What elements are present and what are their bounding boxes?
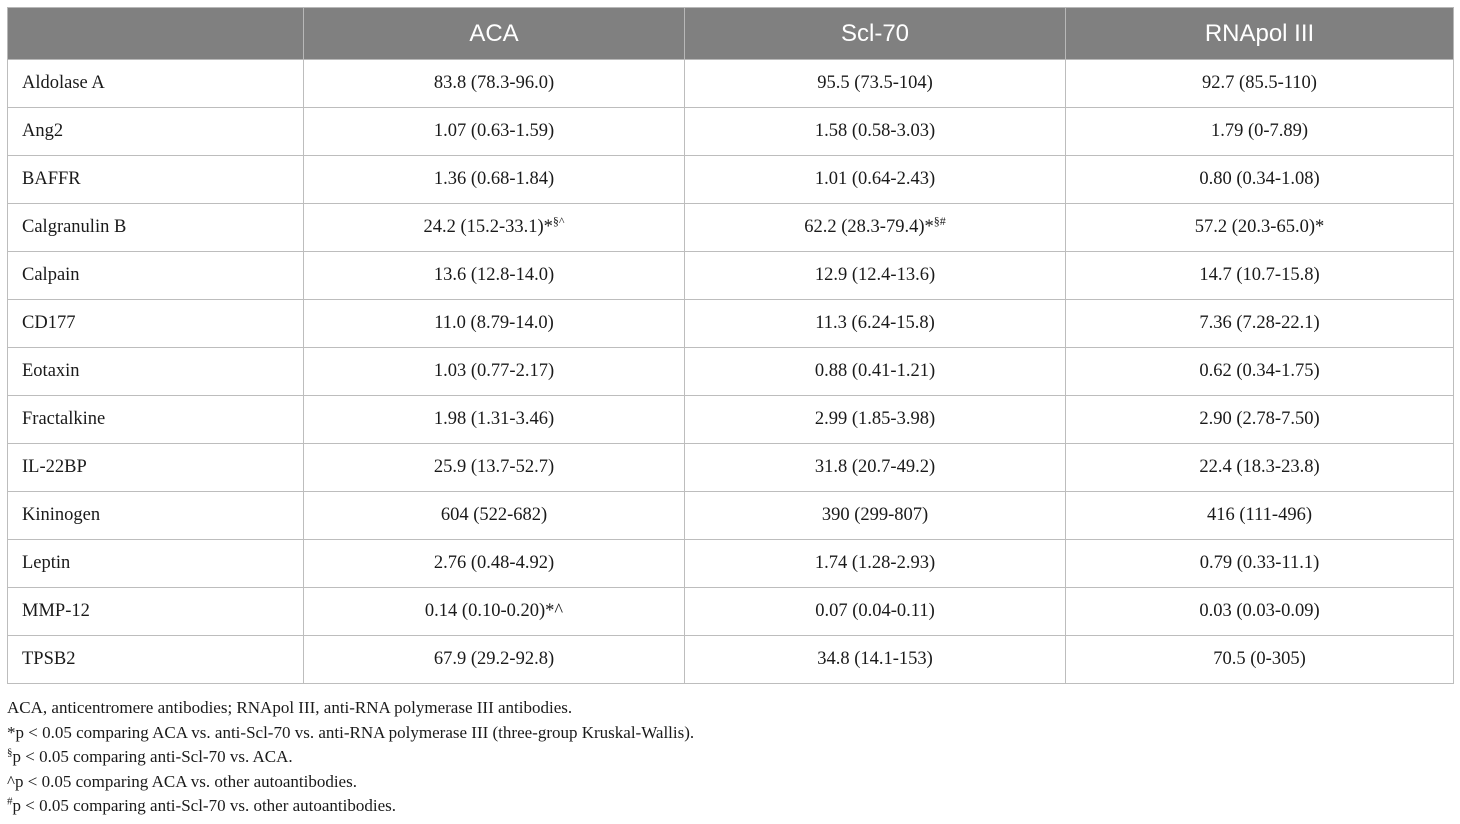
cell-scl70-value: 2.99 (1.85-3.98): [814, 409, 936, 429]
footnote: [7, 696, 694, 721]
cell-aca-value: 1.36 (0.68-1.84): [433, 169, 555, 189]
cell-aca-value: 24.2 (15.2-33.1)*: [423, 217, 553, 237]
cell-aca: [304, 252, 685, 300]
row-label: IL-22BP: [8, 444, 304, 492]
cell-scl70: [685, 300, 1066, 348]
cell-aca-value: 2.76 (0.48-4.92): [433, 553, 555, 573]
cell-scl70-value: 0.88 (0.41-1.21): [814, 361, 936, 381]
cell-aca: [304, 300, 685, 348]
cell-rnapol: [1066, 588, 1454, 636]
cell-scl70-significance-mark: §#: [933, 213, 946, 228]
cell-scl70: [685, 108, 1066, 156]
cell-rnapol: [1066, 540, 1454, 588]
cell-scl70: [685, 588, 1066, 636]
cell-scl70: [685, 60, 1066, 108]
cell-rnapol-value: 0.80 (0.34-1.08): [1199, 169, 1320, 189]
footnote: [7, 770, 694, 795]
cell-rnapol-value: 14.7 (10.7-15.8): [1199, 265, 1320, 285]
cell-rnapol-value: 22.4 (18.3-23.8): [1199, 457, 1320, 477]
table-row: [8, 636, 1454, 684]
cell-aca: [304, 108, 685, 156]
cell-rnapol-value: 2.90 (2.78-7.50): [1199, 409, 1320, 429]
cell-scl70-value: 11.3 (6.24-15.8): [815, 313, 935, 333]
cell-aca-value: 1.98 (1.31-3.46): [433, 409, 555, 429]
cell-aca-value: 1.03 (0.77-2.17): [433, 361, 555, 381]
table-row: [8, 396, 1454, 444]
table-row: [8, 492, 1454, 540]
row-label: Calpain: [8, 252, 304, 300]
cell-aca-value: 604 (522-682): [440, 505, 548, 525]
cell-rnapol: [1066, 348, 1454, 396]
cell-rnapol-value: 92.7 (85.5-110): [1202, 73, 1317, 93]
cell-rnapol-value: 70.5 (0-305): [1213, 649, 1306, 669]
cell-aca-value: 1.07 (0.63-1.59): [433, 121, 555, 141]
cell-aca: [304, 156, 685, 204]
cell-aca: [304, 636, 685, 684]
cell-aca-value: 25.9 (13.7-52.7): [433, 457, 555, 477]
footnote: [7, 745, 694, 770]
cell-rnapol-value: 7.36 (7.28-22.1): [1199, 313, 1320, 333]
cell-scl70-value: 1.01 (0.64-2.43): [814, 169, 936, 189]
footnote-text: p < 0.05 comparing anti-Scl-70 vs. ACA.: [12, 747, 293, 766]
cell-aca: [304, 60, 685, 108]
cell-rnapol-value: 0.03 (0.03-0.09): [1199, 601, 1320, 621]
table-body: [8, 60, 1454, 684]
cell-rnapol-value: 416 (111-496): [1207, 505, 1312, 525]
cell-rnapol: [1066, 492, 1454, 540]
row-label: MMP-12: [8, 588, 304, 636]
cell-scl70-value: 0.07 (0.04-0.11): [815, 601, 935, 621]
cell-scl70: [685, 156, 1066, 204]
cell-scl70: [685, 540, 1066, 588]
cell-aca-value: 67.9 (29.2-92.8): [433, 649, 555, 669]
cell-aca: [304, 540, 685, 588]
row-label: TPSB2: [8, 636, 304, 684]
row-label: Calgranulin B: [8, 204, 304, 252]
row-label: Eotaxin: [8, 348, 304, 396]
cell-aca-value: 13.6 (12.8-14.0): [433, 265, 555, 285]
cell-aca-value: 11.0 (8.79-14.0): [434, 313, 554, 333]
cell-aca-significance-mark: §^: [552, 213, 565, 228]
footnote: [7, 794, 694, 819]
cell-aca: [304, 348, 685, 396]
row-label: Kininogen: [8, 492, 304, 540]
cell-rnapol: [1066, 60, 1454, 108]
table-row: [8, 300, 1454, 348]
table-row: [8, 60, 1454, 108]
cell-rnapol: [1066, 444, 1454, 492]
cell-scl70: [685, 348, 1066, 396]
row-label: CD177: [8, 300, 304, 348]
table-row: [8, 108, 1454, 156]
cell-rnapol: [1066, 300, 1454, 348]
cell-rnapol-value: 57.2 (20.3-65.0)*: [1194, 217, 1325, 237]
cell-aca-value: 0.14 (0.10-0.20)*^: [424, 601, 564, 621]
table-row: [8, 540, 1454, 588]
table-header-row: [8, 8, 1454, 60]
cell-rnapol: [1066, 108, 1454, 156]
footnote-mark: #: [7, 795, 13, 808]
table-footnotes: [7, 696, 694, 819]
row-label: Aldolase A: [8, 60, 304, 108]
cell-rnapol: [1066, 252, 1454, 300]
cell-scl70-value: 1.74 (1.28-2.93): [814, 553, 936, 573]
table-row: [8, 444, 1454, 492]
header-scl70: Scl-70: [685, 8, 1066, 60]
header-blank: [8, 8, 304, 60]
footnote-mark: §: [7, 746, 13, 759]
footnote-text: ^p < 0.05 comparing ACA vs. other autoantibodies.: [7, 771, 357, 791]
table-row: [8, 252, 1454, 300]
cell-scl70: [685, 492, 1066, 540]
cell-rnapol: [1066, 396, 1454, 444]
cell-scl70-value: 95.5 (73.5-104): [817, 73, 933, 93]
data-table-container: [7, 7, 1453, 684]
header-rnapol: RNApol III: [1066, 8, 1454, 60]
footnote: [7, 721, 694, 746]
biomarker-table: [7, 7, 1454, 684]
table-row: [8, 348, 1454, 396]
cell-aca-value: 83.8 (78.3-96.0): [433, 73, 555, 93]
cell-scl70: [685, 636, 1066, 684]
table-row: [8, 156, 1454, 204]
cell-scl70-value: 12.9 (12.4-13.6): [814, 265, 936, 285]
header-aca: ACA: [304, 8, 685, 60]
cell-rnapol-value: 0.79 (0.33-11.1): [1199, 553, 1320, 573]
row-label: Ang2: [8, 108, 304, 156]
row-label: Fractalkine: [8, 396, 304, 444]
cell-rnapol: [1066, 156, 1454, 204]
footnote-text: *p < 0.05 comparing ACA vs. anti-Scl-70 vs. anti-RNA polymerase III (three-group Kruskal-Wallis).: [7, 722, 695, 742]
table-row: [8, 588, 1454, 636]
cell-rnapol-value: 1.79 (0-7.89): [1210, 121, 1309, 141]
cell-aca: [304, 396, 685, 444]
cell-rnapol: [1066, 204, 1454, 252]
cell-scl70-value: 1.58 (0.58-3.03): [814, 121, 936, 141]
cell-aca: [304, 492, 685, 540]
cell-scl70-value: 31.8 (20.7-49.2): [814, 457, 936, 477]
footnote-text: p < 0.05 comparing anti-Scl-70 vs. other autoantibodies.: [12, 796, 397, 815]
cell-scl70: [685, 396, 1066, 444]
table-row: [8, 204, 1454, 252]
cell-scl70-value: 34.8 (14.1-153): [817, 649, 933, 669]
footnote-text: ACA, anticentromere antibodies; RNApol III, anti-RNA polymerase III antibodies.: [7, 698, 573, 717]
cell-scl70: [685, 204, 1066, 252]
cell-scl70: [685, 252, 1066, 300]
row-label: Leptin: [8, 540, 304, 588]
cell-rnapol-value: 0.62 (0.34-1.75): [1199, 361, 1320, 381]
cell-scl70-value: 62.2 (28.3-79.4)*: [804, 217, 934, 237]
cell-rnapol: [1066, 636, 1454, 684]
cell-aca: [304, 204, 685, 252]
cell-scl70-value: 390 (299-807): [821, 505, 929, 525]
cell-aca: [304, 588, 685, 636]
cell-aca: [304, 444, 685, 492]
row-label: BAFFR: [8, 156, 304, 204]
cell-scl70: [685, 444, 1066, 492]
